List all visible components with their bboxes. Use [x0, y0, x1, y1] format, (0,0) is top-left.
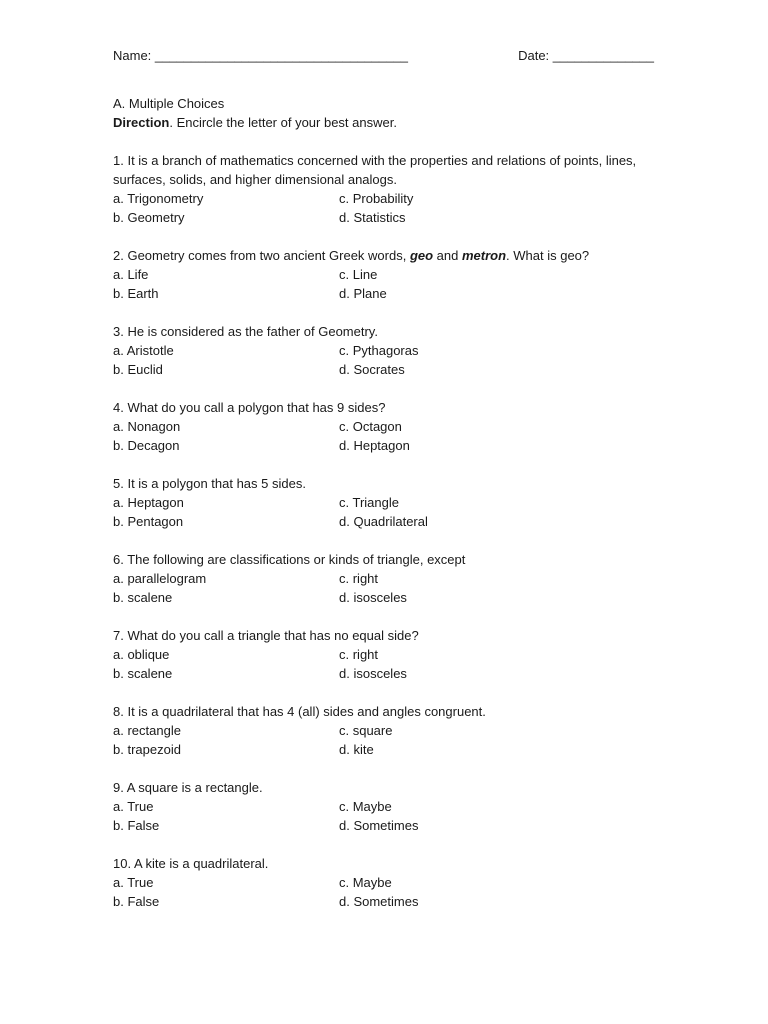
choice-b[interactable]: b. Pentagon [113, 514, 184, 529]
question-text: 10. A kite is a quadrilateral. [113, 856, 269, 871]
question-text-part: . What is geo? [506, 248, 590, 263]
choice-a[interactable]: a. Nonagon [113, 419, 181, 434]
choice-list [113, 341, 673, 379]
choice-b[interactable]: b. Geometry [113, 210, 185, 225]
question-5 [113, 474, 673, 531]
choice-b[interactable]: b. False [113, 894, 160, 909]
date-field[interactable]: Date: ______________ [518, 48, 654, 63]
choice-b[interactable]: b. scalene [113, 666, 173, 681]
choice-list [113, 645, 673, 683]
choice-b[interactable]: b. scalene [113, 590, 173, 605]
choice-b[interactable]: b. Earth [113, 286, 159, 301]
choice-a[interactable]: a. True [113, 799, 154, 814]
question-text: 7. What do you call a triangle that has no equal side? [113, 628, 419, 643]
choice-b[interactable]: b. trapezoid [113, 742, 181, 757]
choice-c[interactable]: c. Maybe [339, 875, 392, 890]
question-text: 8. It is a quadrilateral that has 4 (all) sides and angles congruent. [113, 704, 486, 719]
direction-text: . Encircle the letter of your best answer. [169, 115, 397, 130]
choice-d[interactable]: d. Plane [339, 286, 387, 301]
choice-list [113, 417, 673, 455]
question-text [113, 246, 673, 265]
choice-d[interactable]: d. isosceles [339, 590, 407, 605]
choice-a[interactable]: a. True [113, 875, 154, 890]
choice-a[interactable]: a. rectangle [113, 723, 181, 738]
choice-a[interactable]: a. Life [113, 267, 149, 282]
choice-d[interactable]: d. kite [339, 742, 374, 757]
choice-c[interactable]: c. Maybe [339, 799, 392, 814]
question-text-part: 2. Geometry comes from two ancient Greek words, [113, 248, 410, 263]
choice-a[interactable]: a. Heptagon [113, 495, 184, 510]
choice-list [113, 265, 673, 303]
question-text: 9. A square is a rectangle. [113, 780, 263, 795]
choice-c[interactable]: c. Pythagoras [339, 343, 419, 358]
question-text: 6. The following are classifications or kinds of triangle, except [113, 552, 466, 567]
choice-c[interactable]: c. Triangle [339, 495, 399, 510]
choice-list [113, 873, 673, 911]
choice-d[interactable]: d. Quadrilateral [339, 514, 428, 529]
keyword-metron: metron [461, 248, 507, 263]
choice-a[interactable]: a. parallelogram [113, 571, 207, 586]
choice-list [113, 189, 673, 227]
question-text-part: and [433, 248, 462, 263]
choice-c[interactable]: c. right [339, 571, 379, 586]
choice-d[interactable]: d. Sometimes [339, 894, 419, 909]
question-3 [113, 322, 673, 379]
name-field[interactable]: Name: ___________________________________ [113, 48, 408, 63]
question-4 [113, 398, 673, 455]
question-7 [113, 626, 673, 683]
choice-c[interactable]: c. Probability [339, 191, 414, 206]
question-text: 5. It is a polygon that has 5 sides. [113, 476, 306, 491]
question-text: 1. It is a branch of mathematics concerned with the properties and relations of points, lines, surfaces, solids, and higher dimensional analogs. [113, 153, 637, 187]
question-2 [113, 246, 673, 303]
worksheet-page [113, 46, 673, 930]
choice-c[interactable]: c. square [339, 723, 393, 738]
question-10 [113, 854, 673, 911]
keyword-geo: geo [409, 248, 434, 263]
direction-label: Direction [113, 115, 170, 130]
choice-c[interactable]: c. Line [339, 267, 378, 282]
worksheet-header [113, 46, 654, 66]
choice-d[interactable]: d. Heptagon [339, 438, 410, 453]
choice-c[interactable]: c. Octagon [339, 419, 402, 434]
choice-d[interactable]: d. Socrates [339, 362, 405, 377]
choice-a[interactable]: a. oblique [113, 647, 170, 662]
choice-d[interactable]: d. Sometimes [339, 818, 419, 833]
question-1 [113, 151, 673, 227]
choice-list [113, 797, 673, 835]
choice-c[interactable]: c. right [339, 647, 379, 662]
question-8 [113, 702, 673, 759]
question-text: 3. He is considered as the father of Geometry. [113, 324, 378, 339]
choice-d[interactable]: d. isosceles [339, 666, 407, 681]
choice-list [113, 721, 673, 759]
choice-b[interactable]: b. Decagon [113, 438, 180, 453]
choice-b[interactable]: b. Euclid [113, 362, 163, 377]
direction-line [113, 113, 673, 132]
choice-d[interactable]: d. Statistics [339, 210, 406, 225]
choice-list [113, 569, 673, 607]
question-9 [113, 778, 673, 835]
choice-list [113, 493, 673, 531]
section-title: A. Multiple Choices [113, 96, 225, 111]
choice-b[interactable]: b. False [113, 818, 160, 833]
choice-a[interactable]: a. Trigonometry [113, 191, 204, 206]
question-text: 4. What do you call a polygon that has 9 sides? [113, 400, 386, 415]
question-6 [113, 550, 673, 607]
choice-a[interactable]: a. Aristotle [113, 343, 174, 358]
